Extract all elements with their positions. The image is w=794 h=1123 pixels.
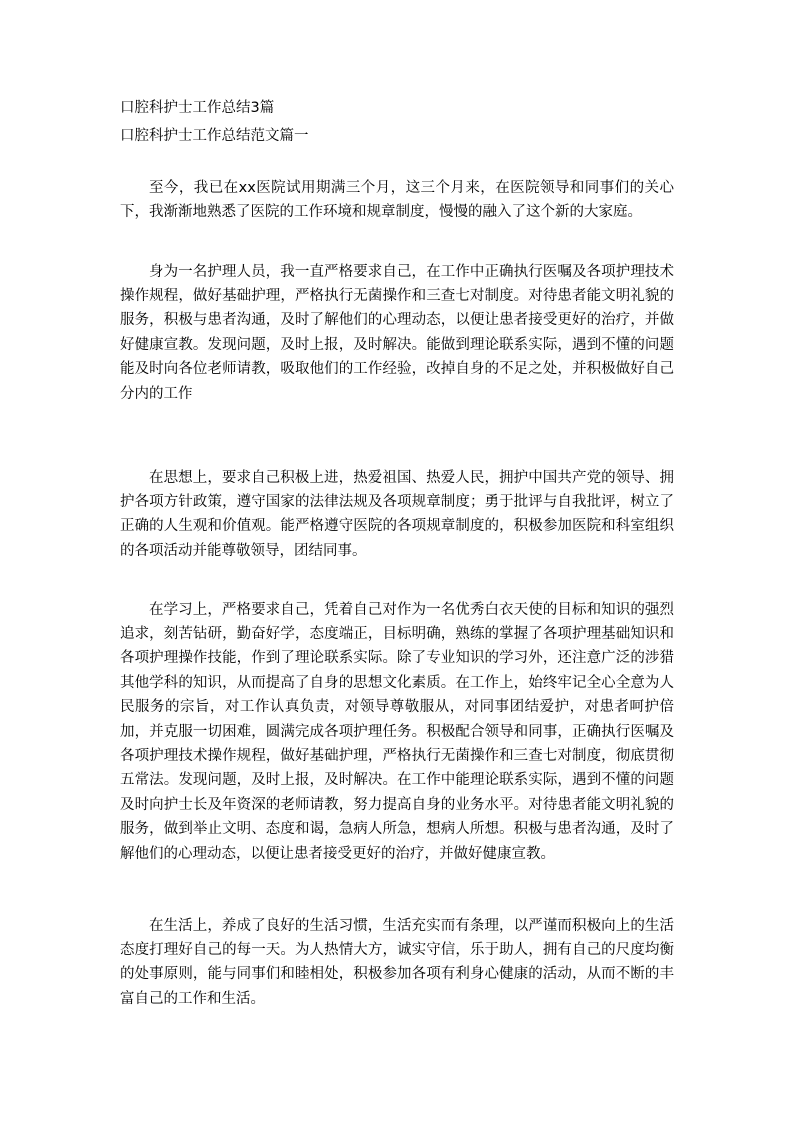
paragraph-life: 在生活上，养成了良好的生活习惯，生活充实而有条理，以严谨而积极向上的生活态度打理好自己的每一天。为人热情大方，诚实守信，乐于助人，拥有自己的尺度均衡的处事原则，能与同事们和睦相处，积极参加各项有利身心健康的活动，从而不断的丰富自己的工作和生活。 xyxy=(120,917,674,1007)
document-title: 口腔科护士工作总结3篇 xyxy=(120,100,275,116)
document-subtitle: 口腔科护士工作总结范文篇一 xyxy=(120,128,309,144)
paragraph-intro: 至今，我已在xx医院试用期满三个月，这三个月来，在医院领导和同事们的关心下，我渐渐地熟悉了医院的工作环境和规章制度，慢慢的融入了这个新的大家庭。 xyxy=(120,179,674,220)
paragraph-ideology: 在思想上，要求自己积极上进，热爱祖国、热爱人民，拥护中国共产党的领导、拥护各项方针政策，遵守国家的法律法规及各项规章制度；勇于批评与自我批评，树立了正确的人生观和价值观。能严格遵守医院的各项规章制度的，积极参加医院和科室组织的各项活动并能尊敬领导，团结同事。 xyxy=(120,469,674,559)
paragraph-nursing-duties: 身为一名护理人员，我一直严格要求自己，在工作中正确执行医嘱及各项护理技术操作规程，做好基础护理，严格执行无菌操作和三查七对制度。对待患者能文明礼貌的服务，积极与患者沟通，及时了解他们的心理动态，以便让患者接受更好的治疗，并做好健康宣教。发现问题，及时上报，及时解决。能做到理论联系实际，遇到不懂的问题能及时向各位老师请教，吸取他们的工作经验，改掉自身的不足之处，并积极做好自己分内的工作 xyxy=(120,263,674,402)
paragraph-study-and-work: 在学习上，严格要求自己，凭着自己对作为一名优秀白衣天使的目标和知识的强烈追求，刻苦钻研，勤奋好学，态度端正，目标明确，熟练的掌握了各项护理基础知识和各项护理操作技能，作到了理论联系实际。除了专业知识的学习外，还注意广泛的涉猎其他学科的知识，从而提高了自身的思想文化素质。在工作上，始终牢记全心全意为人民服务的宗旨，对工作认真负责，对领导尊敬服从，对同事团结爱护，对患者呵护倍加，并克服一切困难，圆满完成各项护理任务。积极配合领导和同事，正确执行医嘱及各项护理技术操作规程，做好基础护理，严格执行无菌操作和三查七对制度，彻底贯彻五常法。发现问题，及时上报，及时解决。在工作中能理论联系实际，遇到不懂的问题及时向护士长及年资深的老师请教，努力提高自身的业务水平。对待患者能文明礼貌的服务，做到举止文明、态度和谒，急病人所急，想病人所想。积极与患者沟通，及时了解他们的心理动态，以便让患者接受更好的治疗，并做好健康宣教。 xyxy=(120,601,674,862)
